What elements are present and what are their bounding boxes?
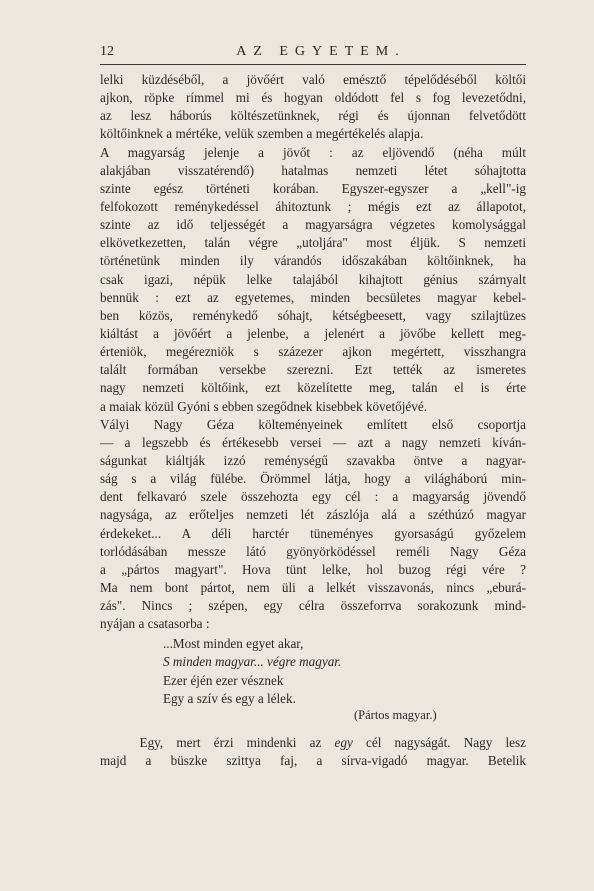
text-line: nagy nemzeti költőink, ezt közelítette meg, talán el is érte xyxy=(100,380,526,396)
text-line: szinte az idő teljességét a magyarságra végzetes komolysággal xyxy=(100,217,526,233)
page-number: 12 xyxy=(100,44,114,59)
text-line: Vályi Nagy Géza költeményeinek említett első csoportja xyxy=(100,416,526,432)
text-line: érteniök, megérezniök s százezer ajkon megértett, visszhangra xyxy=(100,344,526,360)
text-line: érdekeket... A déli harctér tüneményes gyorsaságú győzelem xyxy=(100,525,526,541)
body-text xyxy=(100,71,526,633)
text-line: szinte egész történeti korában. Egyszer-egyszer a „kell"-ig xyxy=(100,180,526,196)
text-line: költőinknek a mértéke, velük szemben a megértékelés alapja. xyxy=(100,126,424,142)
text-line: felfokozott reménykedéssel áhitoztunk ; mégis ezt az állapotot, xyxy=(100,198,526,214)
poem-line-1: ...Most minden egyet akar, xyxy=(163,636,304,651)
text-line: a maiak közül Gyóni s ebben szegődnek kisebbek követőjévé. xyxy=(100,398,428,414)
text-line: csak igazi, népük lelke talajából kihajtott génius szárnyalt xyxy=(100,271,526,287)
header-rule xyxy=(100,64,526,65)
text-line: bennük : ezt az egyetemes, minden becsületes magyar kebel- xyxy=(100,289,526,305)
text-line: nagysága, az erőteljes nemzeti lét zászlója alá a széthúzó magyar xyxy=(100,507,526,523)
text-line: talált formában versekbe szerezni. Ezt tették az ismeretes xyxy=(100,362,526,378)
poem-line-2-part-b: végre magyar. xyxy=(263,654,342,670)
closing-text xyxy=(100,734,526,770)
closing-line-2: majd a büszke szittya faj, a sírva-vigadó magyar. Betelik xyxy=(100,753,526,769)
text-line: ajkon, röpke rímmel mi és hogyan oldódott fel s fog levezetődni, xyxy=(100,90,526,106)
closing-line-1-end: cél nagyságát. Nagy lesz xyxy=(352,735,527,750)
closing-line-1-emphasis: egy xyxy=(334,735,353,750)
text-line: ságunkat kiáltják izzó reménységű szavakba öntve a nagyar- xyxy=(100,452,526,468)
text-line: történetünk minden ily várandós időszakában költőinknek, ha xyxy=(100,253,526,269)
text-line: dent felkavaró szele összehozta egy cél : a magyarság jövendő xyxy=(100,489,526,505)
text-line: az lesz háborús költészetünknek, régi és újonnan felvetődött xyxy=(100,108,526,124)
text-line: torlódásában messze látó gyönyörködéssel reméli Nagy Géza xyxy=(100,543,526,559)
closing-line-1-start: Egy, mert érzi mindenki az xyxy=(100,735,335,750)
text-line: nyájan a csatasorba : xyxy=(100,616,210,632)
poem-line-2-part-a: S minden magyar... xyxy=(163,654,264,670)
poem-quote xyxy=(163,635,341,708)
text-line: a „pártos magyart". Hova tünt lelke, hol buzog régi vére ? xyxy=(100,561,526,577)
closing-line-1 xyxy=(100,734,526,752)
text-line: — a legszebb és értékesebb versei — azt a nagy nemzeti kíván- xyxy=(100,434,526,450)
text-line: ság s a világ fülébe. Örömmel látja, hogy a világháború min- xyxy=(100,471,526,487)
text-line: kiáltást a jövőért a jelenbe, a jelenért a jövőbe kellett meg- xyxy=(100,325,526,341)
text-line: ben közös, reménykedő sóhajt, kétségbeesett, vagy szilajtüzes xyxy=(100,307,526,323)
text-line: zás". Nincs ; szépen, egy célra összeforrva sorakozunk mind- xyxy=(100,598,526,614)
text-line: alakjában visszatérendő) hatalmas nemzeti létet sóhajtotta xyxy=(100,162,526,178)
text-line: Ma nem bont pártot, nem üli a lelkét visszavonás, nincs „eburá- xyxy=(100,579,526,595)
text-line: A magyarság jelenje a jövőt : az eljövendő (néha múlt xyxy=(100,144,526,160)
running-title: AZ EGYETEM. xyxy=(236,44,406,59)
text-line: elkövetkezetten, talán végre „utoljára" most éljük. S nemzeti xyxy=(100,235,526,251)
page-header xyxy=(100,42,526,62)
poem-line-3: Ezer éjén ezer vésznek xyxy=(163,672,284,688)
text-line: lelki küzdéséből, a jövőért való emésztő tépelődéséből költői xyxy=(100,72,526,87)
poem-line-4: Egy a szív és egy a lélek. xyxy=(163,690,296,706)
poem-attribution: (Pártos magyar.) xyxy=(354,708,437,722)
poem-line-2 xyxy=(163,653,341,671)
